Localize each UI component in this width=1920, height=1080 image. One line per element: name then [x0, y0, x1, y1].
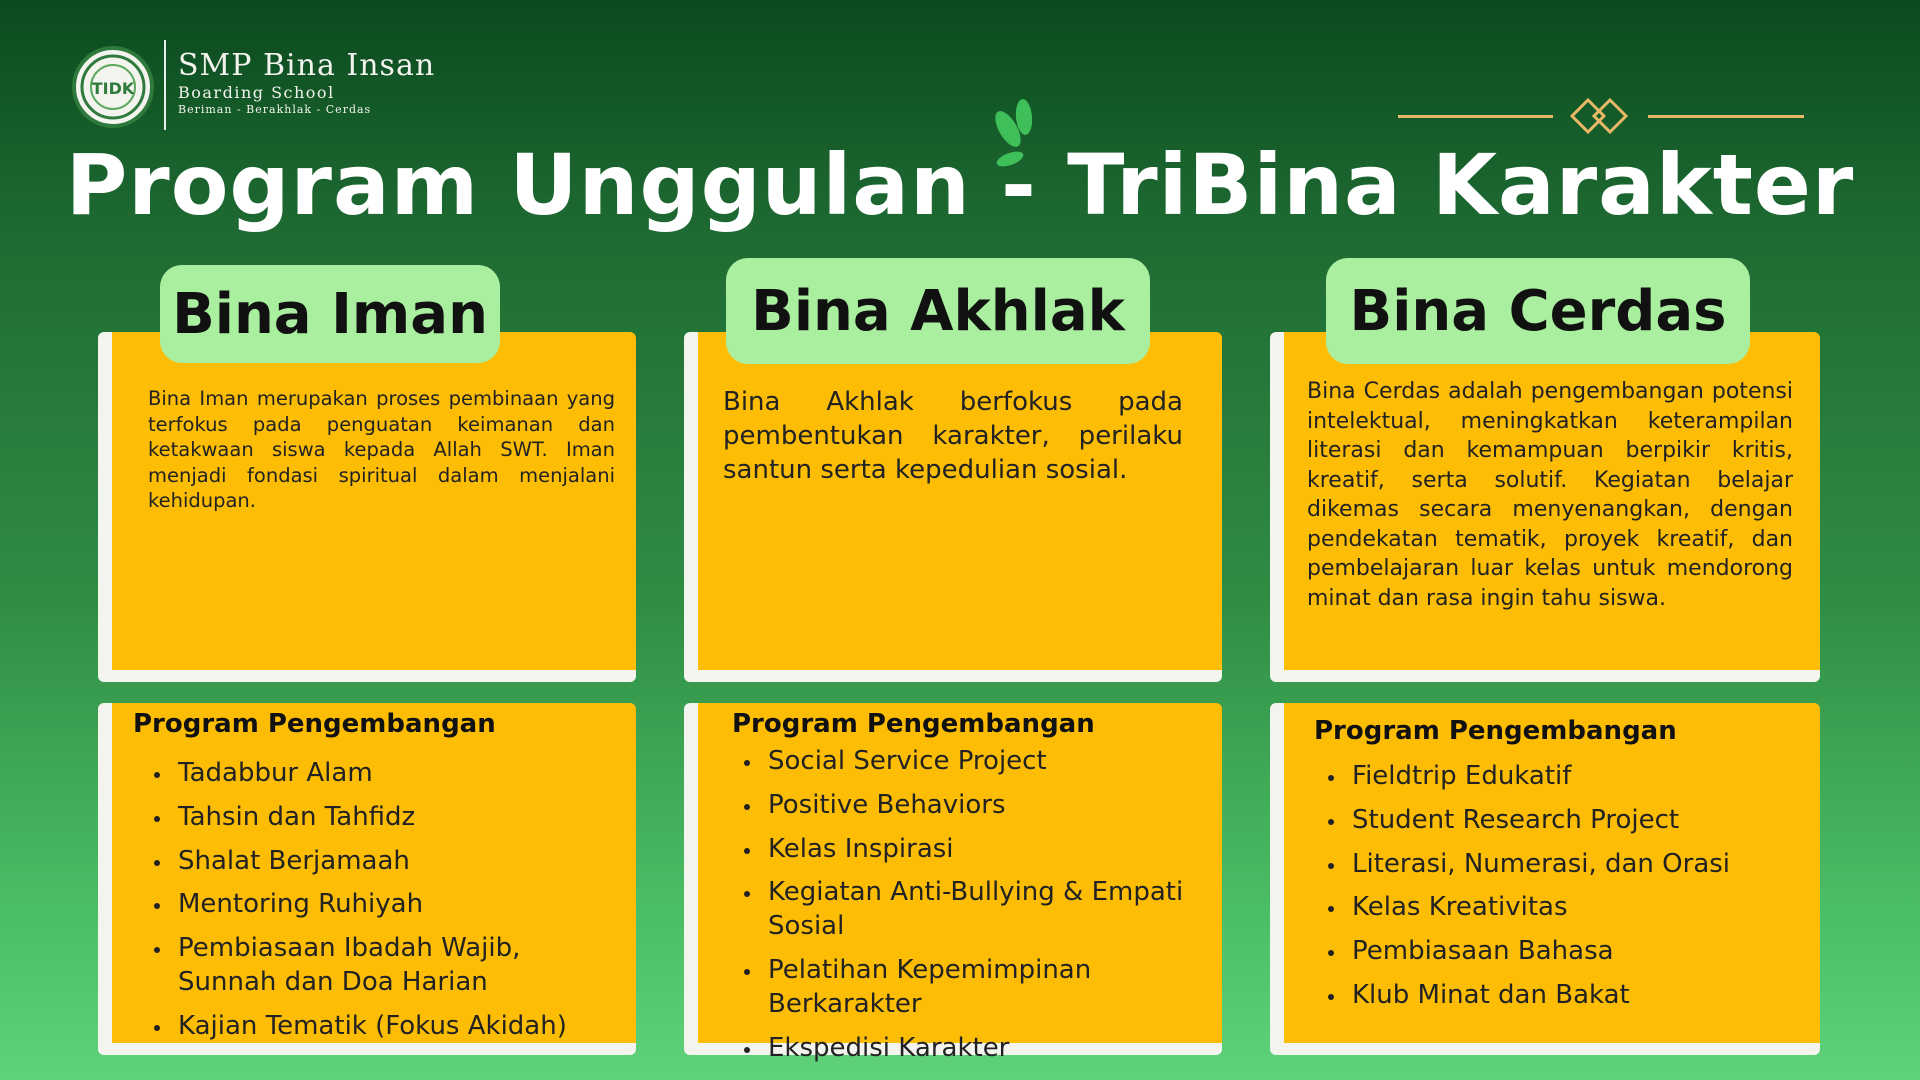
list-item: Tadabbur Alam: [148, 757, 598, 791]
list-item: Kelas Inspirasi: [738, 833, 1208, 867]
logo-divider: [164, 40, 166, 130]
list-item: Social Service Project: [738, 745, 1208, 779]
pillar-description-akhlak: Bina Akhlak berfokus pada pembentukan karakter, perilaku santun serta kepedulian sosial.: [723, 387, 1183, 485]
list-item: Literasi, Numerasi, dan Orasi: [1322, 848, 1792, 882]
ornament-line-left: [1398, 115, 1553, 118]
list-item: Pembiasaan Bahasa: [1322, 935, 1792, 969]
ornament-line-right: [1648, 115, 1804, 118]
program-title-akhlak: Program Pengembangan: [732, 709, 1095, 739]
list-item: Klub Minat dan Bakat: [1322, 979, 1792, 1013]
list-item: Fieldtrip Edukatif: [1322, 760, 1792, 794]
list-item: Kegiatan Anti-Bullying & Empati Sosial: [738, 876, 1208, 944]
list-item: Shalat Berjamaah: [148, 845, 598, 879]
list-item: Mentoring Ruhiyah: [148, 888, 598, 922]
program-list-cerdas: [1322, 760, 1792, 1023]
program-list-akhlak: [738, 745, 1208, 1075]
pillar-title-cerdas: Bina Cerdas: [1326, 258, 1750, 364]
pillar-title-akhlak: Bina Akhlak: [726, 258, 1150, 364]
pillar-title-iman: Bina Iman: [160, 265, 500, 363]
school-tagline: Beriman - Berakhlak - Cerdas: [178, 103, 372, 116]
school-name: SMP Bina Insan: [178, 48, 436, 83]
program-list-iman: [148, 757, 598, 1054]
program-title-cerdas: Program Pengembangan: [1314, 716, 1677, 746]
list-item: Ekspedisi Karakter: [738, 1032, 1208, 1066]
school-logo-icon: [72, 46, 154, 128]
program-title-iman: Program Pengembangan: [133, 709, 496, 739]
list-item: Tahsin dan Tahfidz: [148, 801, 598, 835]
double-diamond-icon: [1566, 96, 1636, 136]
page-title: Program Unggulan - TriBina Karakter: [65, 136, 1855, 234]
school-subtitle: Boarding School: [178, 83, 335, 102]
list-item: Kajian Tematik (Fokus Akidah): [148, 1010, 598, 1044]
pillar-description-iman: Bina Iman merupakan proses pembinaan yang terfokus pada penguatan keimanan dan ketakwaan siswa kepada Allah SWT. Iman menjadi fondasi spiritual dalam menjalani kehidupan.: [148, 387, 615, 512]
logo-text: TIDK: [91, 79, 135, 98]
list-item: Positive Behaviors: [738, 789, 1208, 823]
pillar-description-cerdas: Bina Cerdas adalah pengembangan potensi intelektual, meningkatkan keterampilan literasi dan kemampuan berpikir kritis, kreatif, serta solutif. Kegiatan belajar dikemas secara menyenangkan, dengan pendekatan tematik, proyek kreatif, dan pembelajaran luar kelas untuk mendorong minat dan rasa ingin tahu siswa.: [1307, 379, 1793, 611]
list-item: Student Research Project: [1322, 804, 1792, 838]
list-item: Pelatihan Kepemimpinan Berkarakter: [738, 954, 1208, 1022]
list-item: Kelas Kreativitas: [1322, 891, 1792, 925]
list-item: Pembiasaan Ibadah Wajib, Sunnah dan Doa Harian: [148, 932, 598, 1000]
